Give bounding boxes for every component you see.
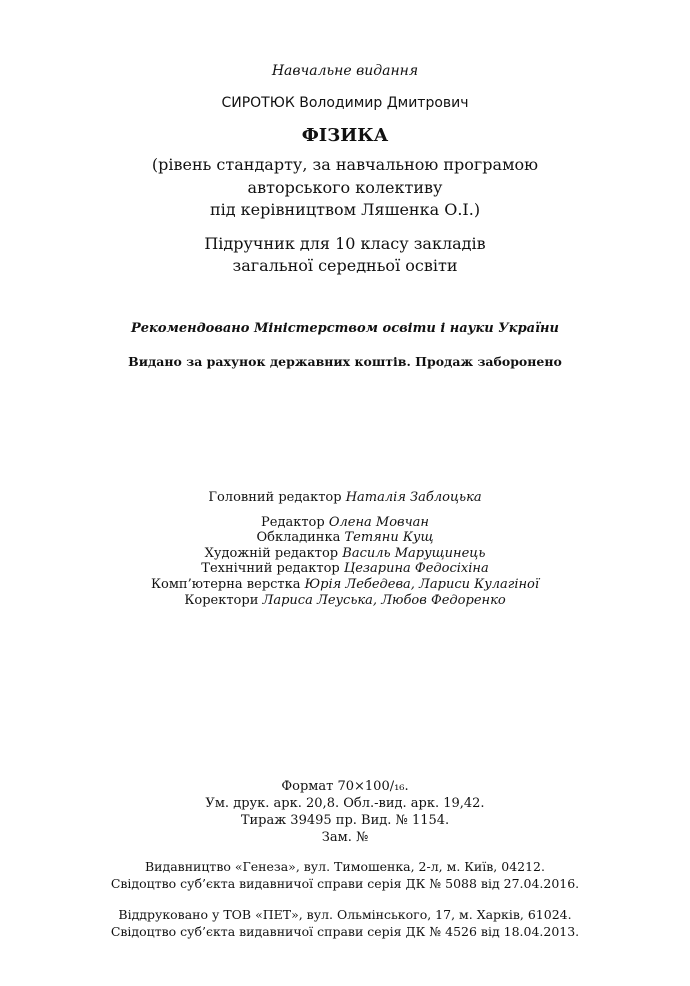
textbook-line: загальної середньої освіти: [232, 256, 458, 275]
credit-names: Наталія Заблоцька: [345, 490, 482, 505]
publisher-line: Видавництво «Генеза», вул. Тимошенка, 2-л, м. Київ, 04212.: [145, 859, 545, 874]
edition-type: Навчальне видання: [271, 63, 419, 79]
credit-role: Обкладинка: [256, 530, 341, 545]
credit-line: [0, 531, 690, 544]
subtitle-line: авторського колективу: [247, 178, 443, 197]
printer-line: Віддруковано у ТОВ «ПЕТ», вул. Ольмінського, 17, м. Харків, 61024.: [118, 907, 572, 922]
book-title: ФІЗИКА: [301, 125, 389, 146]
credit-role: Редактор: [261, 515, 325, 530]
credit-names: Цезарина Федосіхіна: [343, 561, 489, 576]
funding-note: Видано за рахунок державних коштів. Продаж заборонено: [128, 354, 562, 369]
author-name: СИРОТЮК Володимир Дмитрович: [221, 95, 469, 111]
credit-names: Юрія Лебедева, Лариси Кулагіної: [304, 577, 540, 592]
credit-role: Комп’ютерна верстка: [150, 577, 301, 592]
recommendation: Рекомендовано Міністерством освіти і науки України: [131, 321, 559, 336]
credit-names: Лариса Леуська, Любов Федоренко: [262, 593, 506, 608]
format-line: Формат 70×100/₁₆.: [281, 779, 409, 794]
sheets-line: Ум. друк. арк. 20,8. Обл.-вид. арк. 19,42.: [205, 796, 485, 811]
credit-line: [0, 594, 690, 607]
printer-certificate: Свідоцтво суб’єкта видавничої справи серія ДК № 4526 від 18.04.2013.: [110, 924, 580, 939]
publisher-certificate: Свідоцтво суб’єкта видавничої справи серія ДК № 5088 від 27.04.2016.: [110, 876, 580, 891]
credit-line: [0, 491, 690, 504]
credit-role: Головний редактор: [208, 490, 342, 505]
credit-role: Технічний редактор: [201, 561, 340, 576]
credit-names: Василь Марущинець: [342, 546, 486, 561]
credit-names: Олена Мовчан: [328, 515, 429, 530]
textbook-line: Підручник для 10 класу закладів: [204, 234, 486, 253]
credit-role: Художній редактор: [204, 546, 339, 561]
credit-role: Коректори: [184, 593, 259, 608]
print-run-line: Тираж 39495 пр. Вид. № 1154.: [240, 813, 450, 828]
order-line: Зам. №: [321, 830, 369, 845]
credit-names: Тетяни Кущ: [344, 530, 434, 545]
subtitle-line: під керівництвом Ляшенка О.І.): [209, 200, 481, 219]
credit-line: [0, 578, 690, 591]
subtitle-line: (рівень стандарту, за навчальною програмою: [151, 155, 539, 174]
credit-line: [0, 516, 690, 529]
credit-line: [0, 547, 690, 560]
credit-line: [0, 562, 690, 575]
